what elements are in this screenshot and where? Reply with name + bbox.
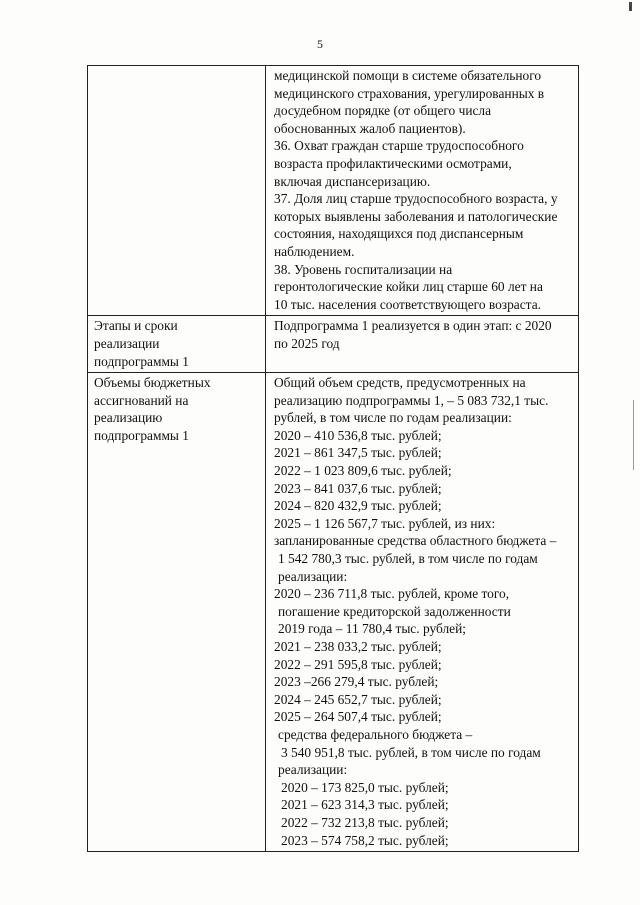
content-line: 2021 – 623 314,3 тыс. рублей; [281, 797, 449, 813]
content-line: Общий объем средств, предусмотренных на [274, 375, 526, 391]
content-line: 2024 – 820 432,9 тыс. рублей; [274, 498, 442, 514]
label-line: реализации [94, 335, 160, 351]
content-line: погашение кредиторской задолженности [278, 603, 511, 619]
row-content-cell [266, 66, 579, 316]
content-line: запланированные средства областного бюджета – [274, 533, 557, 549]
row-label-cell [88, 316, 266, 373]
content-line: включая диспансеризацию. [274, 173, 431, 189]
row-content-cell [266, 316, 579, 373]
scan-mark-right-edge [633, 400, 634, 470]
page-number: 5 [317, 37, 323, 51]
content-line: 2022 – 291 595,8 тыс. рублей; [274, 656, 442, 672]
label-line: Этапы и сроки [94, 318, 178, 334]
content-line: наблюдением. [274, 243, 355, 259]
content-line: 2022 – 732 213,8 тыс. рублей; [281, 814, 449, 830]
content-line: досудебном порядке (от общего числа [274, 103, 492, 119]
table-row [88, 66, 579, 316]
content-line: 37. Доля лиц старше трудоспособного возраста, у [274, 191, 558, 207]
content-line: 2021 – 861 347,5 тыс. рублей; [274, 445, 442, 461]
content-line: 2020 – 173 825,0 тыс. рублей; [281, 779, 449, 795]
content-line: реализации: [278, 568, 348, 584]
row-content-cell [266, 373, 579, 852]
content-line: средства федерального бюджета – [278, 726, 473, 742]
label-line: Объемы бюджетных [94, 375, 211, 391]
scan-mark-top-right [629, 2, 632, 11]
content-line: 38. Уровень госпитализации на [274, 261, 453, 277]
label-line: подпрограммы 1 [94, 427, 189, 443]
content-line: медицинского страхования, урегулированных в [274, 85, 545, 101]
content-line: 36. Охват граждан старше трудоспособного [274, 138, 524, 154]
content-line: по 2025 год [274, 335, 340, 351]
table-body [88, 66, 579, 852]
label-line: подпрограммы 1 [94, 353, 189, 369]
content-line: Подпрограмма 1 реализуется в один этап: с 2020 [274, 318, 552, 334]
content-line: 2020 – 410 536,8 тыс. рублей; [274, 427, 442, 443]
content-line: 2024 – 245 652,7 тыс. рублей; [274, 691, 442, 707]
content-line: 2020 – 236 711,8 тыс. рублей, кроме того, [274, 586, 510, 602]
content-line: геронтологические койки лиц старше 60 лет на [274, 279, 543, 295]
content-line: реализацию подпрограммы 1, – 5 083 732,1 тыс. [274, 392, 549, 408]
row-label-cell [88, 66, 266, 316]
content-line: 10 тыс. населения соответствующего возраста. [274, 296, 541, 312]
content-line: 3 540 951,8 тыс. рублей, в том числе по годам [281, 744, 541, 760]
table-row [88, 316, 579, 373]
content-line: рублей, в том числе по годам реализации: [274, 410, 512, 426]
content-line: 2025 – 1 126 567,7 тыс. рублей, из них: [274, 515, 496, 531]
content-line: 2022 – 1 023 809,6 тыс. рублей; [274, 463, 452, 479]
content-line: 1 542 780,3 тыс. рублей, в том числе по годам [278, 551, 538, 567]
content-line: которых выявлены заболевания и патологические [274, 208, 558, 224]
content-line: 2023 –266 279,4 тыс. рублей; [274, 674, 439, 690]
content-line: 2023 – 841 037,6 тыс. рублей; [274, 480, 442, 496]
table-row [88, 373, 579, 852]
content-line: 2023 – 574 758,2 тыс. рублей; [281, 832, 449, 848]
content-line: 2025 – 264 507,4 тыс. рублей; [274, 709, 442, 725]
label-line: ассигнований на [94, 392, 189, 408]
label-line: реализацию [94, 410, 163, 426]
content-line: возраста профилактическими осмотрами, [274, 155, 512, 171]
row-label-cell [88, 373, 266, 852]
content-line: 2021 – 238 033,2 тыс. рублей; [274, 639, 442, 654]
content-line: обоснованных жалоб пациентов). [274, 120, 466, 136]
content-line: реализации: [278, 762, 348, 778]
document-table [87, 65, 579, 852]
content-line: состояния, находящихся под диспансерным [274, 226, 524, 242]
content-line: 2019 года – 11 780,4 тыс. рублей; [278, 621, 466, 637]
content-line: медицинской помощи в системе обязательного [274, 68, 542, 83]
